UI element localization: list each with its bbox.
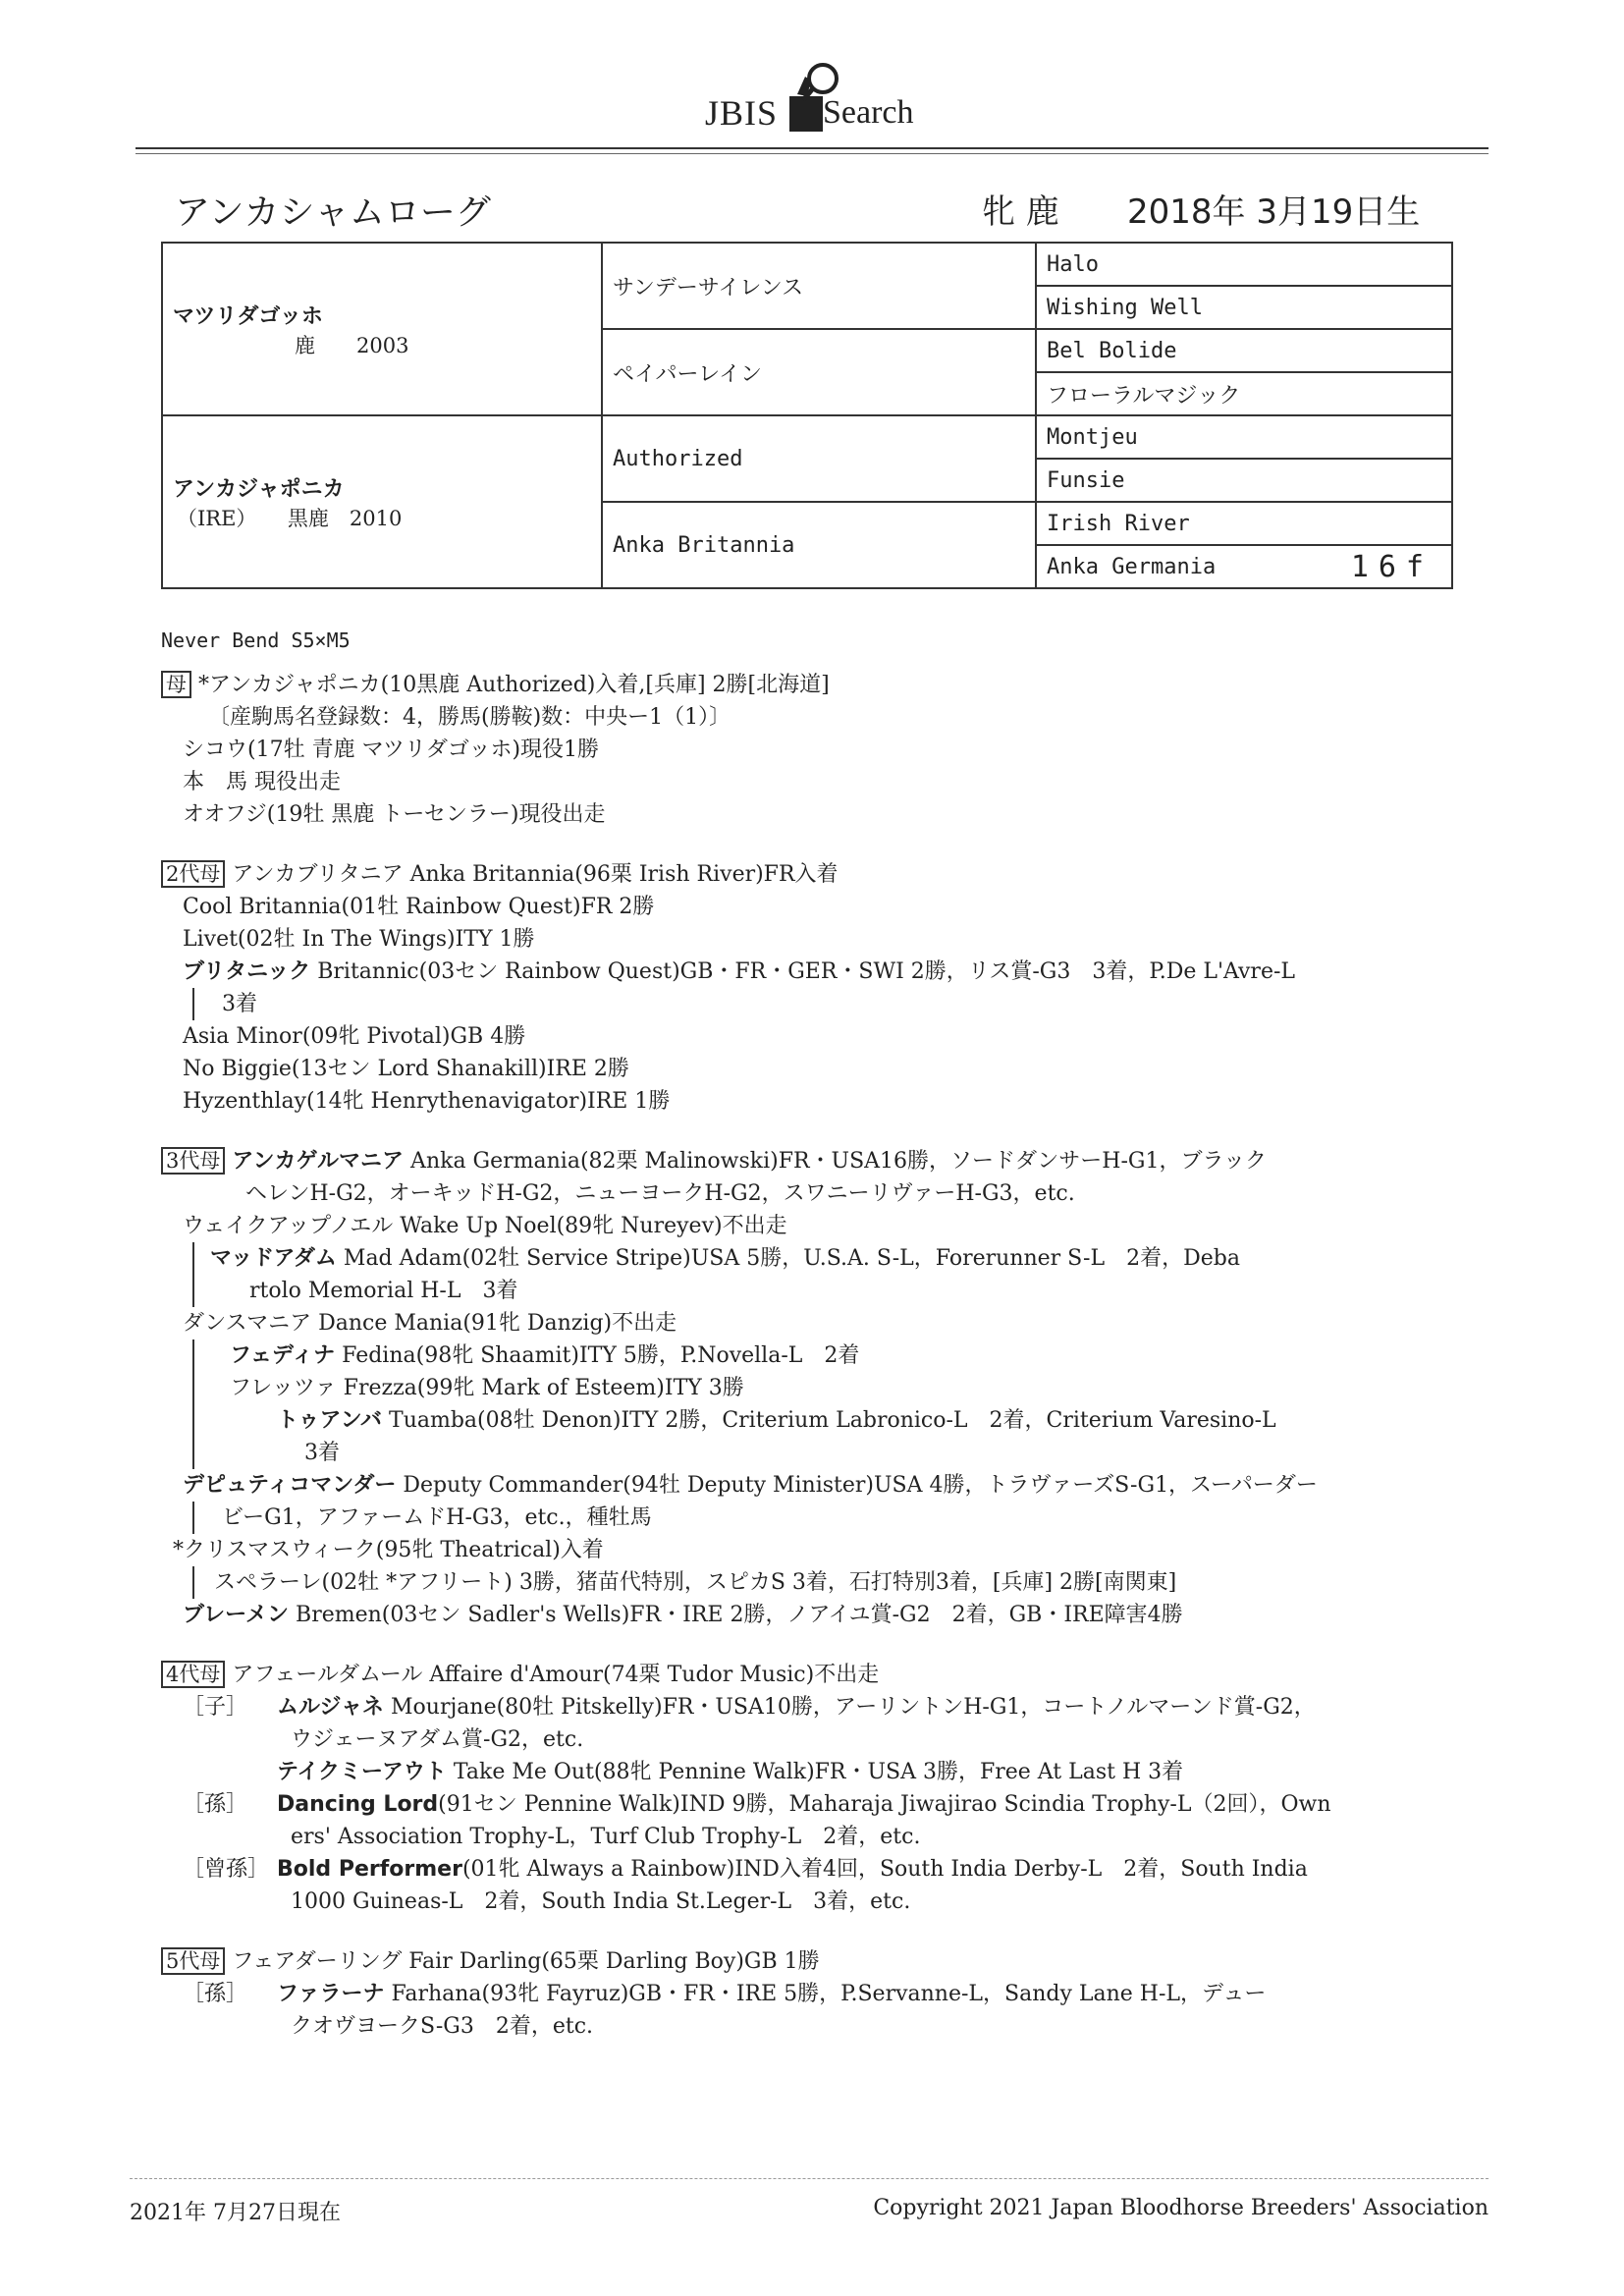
- horse-bold-name: アンカゲルマニア: [232, 1149, 405, 1174]
- horse-bold-name: テイクミーアウト: [277, 1760, 447, 1784]
- footer-rule: [130, 2178, 1489, 2179]
- family-number: 16f: [1350, 550, 1434, 584]
- list-item: [161, 1599, 1379, 1631]
- granddam-label: 2代母: [161, 860, 225, 888]
- horse-bold-name: ブレーメン: [183, 1603, 290, 1627]
- list-item: Livet(02牡 In The Wings)ITY 1勝: [183, 927, 535, 952]
- horse-record: Farhana(93牝 Fayruz)GB・FR・IRE 5勝，P.Servanne-L，Sandy Lane H-L，デュー: [384, 1982, 1267, 2006]
- horse-bold-name: デピュティコマンダー: [183, 1473, 397, 1498]
- relation-label: ［孫］: [183, 1982, 248, 2006]
- list-item: [161, 1978, 1379, 2010]
- list-item: [161, 1788, 1379, 1821]
- list-item: [192, 1404, 1379, 1437]
- dam-progeny-count: 〔産駒馬名登録数：4，勝馬(勝鞍)数：中央ー1（1）〕: [208, 705, 731, 730]
- list-item: [192, 1339, 1379, 1372]
- horse-bold-name: ブリタニック: [183, 959, 311, 984]
- dd-cell: Anka Britannia: [602, 502, 1036, 588]
- dam-cell: [162, 415, 602, 588]
- list-item-cont: 3着: [192, 1437, 1379, 1469]
- horse-record: Tuamba(08牡 Denon)ITY 2勝，Criterium Labronico-L 2着，Criterium Varesino-L: [382, 1408, 1276, 1433]
- list-item: ダンスマニア Dance Mania(91牝 Danzig)不出走: [183, 1311, 677, 1336]
- granddam-line: [161, 858, 1379, 891]
- list-item: フレッツァ Frezza(99牝 Mark of Esteem)ITY 3勝: [192, 1372, 1379, 1404]
- list-item-cont: 1000 Guineas-L 2着，South India St.Leger-L 3着，etc.: [291, 1889, 911, 1914]
- header-rule: [135, 147, 1489, 149]
- horse-record: (91セン Pennine Walk)IND 9勝，Maharaja Jiwajirao Scindia Trophy-L（2回），Own: [438, 1792, 1331, 1817]
- family-notes: [161, 625, 1379, 2043]
- g3-2: Wishing Well: [1036, 286, 1452, 329]
- list-item-cont: ビーG1，アファームドH-G3，etc.，種牡馬: [192, 1502, 1379, 1534]
- g3-8-name: Anka Germania: [1047, 554, 1217, 579]
- g5dam-line: [161, 1945, 1379, 1978]
- horse-bold-name: Dancing Lord: [277, 1792, 439, 1817]
- list-item: オオフジ(19牡 黒鹿 トーセンラー)現役出走: [183, 802, 606, 827]
- list-item: シコウ(17牡 青鹿 マツリダゴッホ)現役1勝: [183, 738, 600, 762]
- list-item: [161, 1691, 1379, 1723]
- horse-record: Mad Adam(02牡 Service Stripe)USA 5勝，U.S.A. S-L，Forerunner S-L 2着，Deba: [336, 1246, 1240, 1271]
- dam-record: *アンカジャポニカ(10黒鹿 Authorized)入着,[兵庫] 2勝[北海道]: [198, 673, 830, 697]
- horse-bold-name: トゥアンバ: [277, 1408, 383, 1433]
- list-item-cont: ヘレンH-G2，オーキッドH-G2，ニューヨークH-G2，スワニーリヴァーH-G3，etc.: [245, 1181, 1075, 1206]
- ss-cell: サンデーサイレンス: [602, 243, 1036, 329]
- list-item-cont: 3着: [192, 988, 1379, 1020]
- g5dam-record: フェアダーリング Fair Darling(65栗 Darling Boy)GB 1勝: [232, 1949, 820, 1974]
- g3-3: Bel Bolide: [1036, 329, 1452, 372]
- pedigree-table: [161, 242, 1453, 589]
- list-item-cont: rtolo Memorial H-L 3着: [192, 1275, 1379, 1307]
- list-item: スペラーレ(02牡 *アフリート) 3勝，猪苗代特別，スピカS 3着，石打特別3着，[兵庫] 2勝[南関東]: [192, 1566, 1379, 1599]
- g3dam-line: [161, 1145, 1379, 1177]
- g5dam-label: 5代母: [161, 1947, 225, 1975]
- list-item: [161, 1853, 1379, 1886]
- relation-label: ［子］: [183, 1695, 248, 1720]
- g3-7: Irish River: [1036, 502, 1452, 545]
- logo-jbis-text: JBIS: [705, 93, 779, 133]
- sire-name: マツリダゴッホ: [173, 303, 323, 329]
- horse-record: Mourjane(80牡 Pitskelly)FR・USA10勝，アーリントンH-G1，コートノルマーンド賞-G2，: [384, 1695, 1316, 1720]
- list-item: Hyzenthlay(14牝 Henrythenavigator)IRE 1勝: [183, 1089, 671, 1114]
- horse-record: Anka Germania(82栗 Malinowski)FR・USA16勝，ソードダンサーH-G1，ブラック: [404, 1149, 1268, 1174]
- horse-bold-name: Bold Performer: [277, 1857, 462, 1882]
- horse-bold-name: ムルジャネ: [277, 1695, 385, 1720]
- g3-8: [1036, 545, 1452, 588]
- as-of-date: 2021年 7月27日現在: [130, 2201, 341, 2225]
- list-item: Asia Minor(09牝 Pivotal)GB 4勝: [183, 1024, 526, 1049]
- list-item: No Biggie(13セン Lord Shanakill)IRE 2勝: [183, 1057, 629, 1081]
- horse-record: Deputy Commander(94牡 Deputy Minister)USA 4勝，トラヴァーズS-G1，スーパーダー: [396, 1473, 1318, 1498]
- sire-info: 鹿 2003: [295, 333, 409, 357]
- g3-1: Halo: [1036, 243, 1452, 286]
- header-rule-thin: [135, 153, 1489, 154]
- dam-name: アンカジャポニカ: [173, 476, 345, 502]
- copyright: Copyright 2021 Japan Bloodhorse Breeders' Association: [873, 2196, 1489, 2220]
- list-item: [161, 1469, 1379, 1502]
- horse-record: (01牝 Always a Rainbow)IND入着4回，South India Derby-L 2着，South India: [461, 1857, 1308, 1882]
- inbreeding-note: Never Bend S5×M5: [161, 629, 351, 652]
- g4dam-record: アフェールダムール Affaire d'Amour(74栗 Tudor Music)不出走: [232, 1663, 880, 1687]
- sd-cell: ペイパーレイン: [602, 329, 1036, 415]
- list-item: 本 馬 現役出走: [183, 770, 341, 794]
- g4dam-line: [161, 1659, 1379, 1691]
- jbis-logo: [687, 55, 943, 143]
- list-item: ウェイクアップノエル Wake Up Noel(89牝 Nureyev)不出走: [183, 1214, 787, 1238]
- list-item: [161, 956, 1379, 988]
- list-item: *クリスマスウィーク(95牝 Theatrical)入着: [173, 1538, 604, 1562]
- relation-label: ［孫］: [183, 1792, 248, 1817]
- granddam-record: アンカブリタニア Anka Britannia(96栗 Irish River)FR入着: [232, 862, 839, 887]
- horse-bold-name: ファラーナ: [277, 1982, 385, 2006]
- g3-6: Funsie: [1036, 459, 1452, 502]
- logo-search-text: Search: [823, 94, 914, 131]
- list-item-cont: ウジェーヌアダム賞-G2，etc.: [291, 1727, 584, 1752]
- list-item: Cool Britannia(01牡 Rainbow Quest)FR 2勝: [183, 895, 655, 919]
- dam-line: [161, 669, 1379, 701]
- g3-5: Montjeu: [1036, 415, 1452, 459]
- horse-bold-name: フェディナ: [230, 1343, 336, 1368]
- list-item-cont: クオヴヨークS-G3 2着，etc.: [291, 2014, 594, 2039]
- horse-record: Bremen(03セン Sadler's Wells)FR・IRE 2勝，ノアイユ賞-G2 2着，GB・IRE障害4勝: [289, 1603, 1183, 1627]
- horse-name: アンカシャムローグ: [175, 192, 491, 233]
- g3-4: フローラルマジック: [1036, 372, 1452, 415]
- dam-label: 母: [161, 671, 191, 698]
- g3dam-label: 3代母: [161, 1147, 225, 1175]
- horse-birth-date: 2018年 3月19日生: [1127, 192, 1421, 232]
- g4dam-label: 4代母: [161, 1661, 225, 1688]
- list-item: [161, 1756, 1379, 1788]
- horse-sex-color: 牝 鹿: [982, 192, 1059, 232]
- ds-cell: Authorized: [602, 415, 1036, 502]
- horse-bold-name: マッドアダム: [210, 1246, 337, 1271]
- sire-cell: [162, 243, 602, 415]
- dam-info: （IRE） 黒鹿 2010: [177, 506, 403, 530]
- horse-record: Take Me Out(88牝 Pennine Walk)FR・USA 3勝，Free At Last H 3着: [446, 1760, 1184, 1784]
- list-item: [192, 1242, 1379, 1275]
- relation-label: ［曾孫］: [183, 1857, 270, 1882]
- horse-record: Britannic(03セン Rainbow Quest)GB・FR・GER・SWI 2勝，リス賞-G3 3着，P.De L'Avre-L: [310, 959, 1296, 984]
- list-item-cont: ers' Association Trophy-L，Turf Club Trophy-L 2着，etc.: [291, 1825, 921, 1849]
- horse-record: Fedina(98牝 Shaamit)ITY 5勝，P.Novella-L 2着: [335, 1343, 860, 1368]
